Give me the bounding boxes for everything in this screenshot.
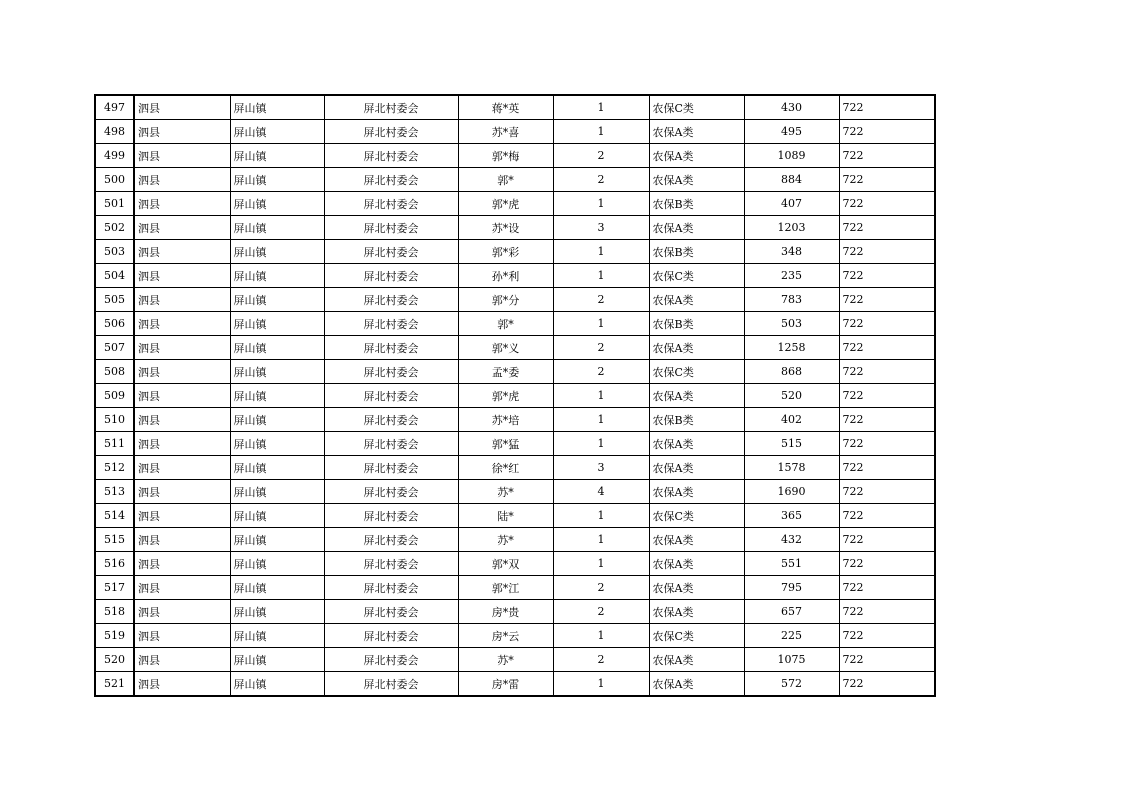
cell-seq: 516 bbox=[95, 552, 134, 576]
cell-county: 泗县 bbox=[134, 360, 230, 384]
cell-persons: 2 bbox=[553, 360, 649, 384]
cell-amount: 783 bbox=[744, 288, 839, 312]
table-row bbox=[95, 480, 935, 504]
cell-town: 屏山镇 bbox=[230, 168, 324, 192]
cell-standard: 722 bbox=[839, 264, 935, 288]
cell-county: 泗县 bbox=[134, 504, 230, 528]
cell-town: 屏山镇 bbox=[230, 480, 324, 504]
cell-standard: 722 bbox=[839, 216, 935, 240]
cell-standard: 722 bbox=[839, 192, 935, 216]
cell-village: 屏北村委会 bbox=[324, 144, 458, 168]
cell-persons: 1 bbox=[553, 384, 649, 408]
cell-amount: 657 bbox=[744, 600, 839, 624]
cell-standard: 722 bbox=[839, 576, 935, 600]
cell-amount: 1203 bbox=[744, 216, 839, 240]
cell-town: 屏山镇 bbox=[230, 408, 324, 432]
cell-amount: 348 bbox=[744, 240, 839, 264]
cell-category: 农保A类 bbox=[649, 144, 744, 168]
cell-town: 屏山镇 bbox=[230, 648, 324, 672]
table-row bbox=[95, 288, 935, 312]
cell-county: 泗县 bbox=[134, 528, 230, 552]
cell-category: 农保B类 bbox=[649, 408, 744, 432]
table-row bbox=[95, 408, 935, 432]
table-row bbox=[95, 144, 935, 168]
cell-standard: 722 bbox=[839, 624, 935, 648]
cell-persons: 3 bbox=[553, 456, 649, 480]
cell-amount: 407 bbox=[744, 192, 839, 216]
cell-town: 屏山镇 bbox=[230, 312, 324, 336]
cell-village: 屏北村委会 bbox=[324, 600, 458, 624]
cell-name: 郭*分 bbox=[458, 288, 553, 312]
table-body bbox=[95, 95, 935, 696]
cell-category: 农保A类 bbox=[649, 168, 744, 192]
cell-amount: 520 bbox=[744, 384, 839, 408]
cell-persons: 1 bbox=[553, 528, 649, 552]
cell-county: 泗县 bbox=[134, 432, 230, 456]
cell-persons: 2 bbox=[553, 648, 649, 672]
cell-standard: 722 bbox=[839, 408, 935, 432]
cell-standard: 722 bbox=[839, 360, 935, 384]
cell-category: 农保A类 bbox=[649, 576, 744, 600]
cell-town: 屏山镇 bbox=[230, 216, 324, 240]
cell-amount: 402 bbox=[744, 408, 839, 432]
cell-village: 屏北村委会 bbox=[324, 624, 458, 648]
cell-county: 泗县 bbox=[134, 480, 230, 504]
cell-category: 农保A类 bbox=[649, 552, 744, 576]
cell-town: 屏山镇 bbox=[230, 504, 324, 528]
cell-category: 农保B类 bbox=[649, 240, 744, 264]
cell-seq: 507 bbox=[95, 336, 134, 360]
table-row bbox=[95, 192, 935, 216]
cell-town: 屏山镇 bbox=[230, 240, 324, 264]
cell-persons: 1 bbox=[553, 312, 649, 336]
table-row bbox=[95, 240, 935, 264]
cell-seq: 498 bbox=[95, 120, 134, 144]
cell-persons: 4 bbox=[553, 480, 649, 504]
table-row bbox=[95, 456, 935, 480]
cell-persons: 1 bbox=[553, 672, 649, 697]
cell-name: 房*贵 bbox=[458, 600, 553, 624]
cell-persons: 2 bbox=[553, 288, 649, 312]
cell-category: 农保C类 bbox=[649, 95, 744, 120]
cell-village: 屏北村委会 bbox=[324, 192, 458, 216]
cell-village: 屏北村委会 bbox=[324, 336, 458, 360]
cell-town: 屏山镇 bbox=[230, 95, 324, 120]
cell-amount: 868 bbox=[744, 360, 839, 384]
cell-category: 农保A类 bbox=[649, 600, 744, 624]
cell-seq: 519 bbox=[95, 624, 134, 648]
cell-county: 泗县 bbox=[134, 576, 230, 600]
cell-standard: 722 bbox=[839, 600, 935, 624]
cell-name: 苏* bbox=[458, 648, 553, 672]
cell-town: 屏山镇 bbox=[230, 384, 324, 408]
cell-name: 陆* bbox=[458, 504, 553, 528]
cell-town: 屏山镇 bbox=[230, 552, 324, 576]
cell-category: 农保A类 bbox=[649, 648, 744, 672]
cell-amount: 795 bbox=[744, 576, 839, 600]
cell-name: 郭*义 bbox=[458, 336, 553, 360]
cell-county: 泗县 bbox=[134, 456, 230, 480]
table-row bbox=[95, 528, 935, 552]
cell-seq: 508 bbox=[95, 360, 134, 384]
cell-amount: 1075 bbox=[744, 648, 839, 672]
cell-persons: 2 bbox=[553, 600, 649, 624]
table-row bbox=[95, 600, 935, 624]
cell-category: 农保B类 bbox=[649, 312, 744, 336]
cell-county: 泗县 bbox=[134, 144, 230, 168]
cell-category: 农保A类 bbox=[649, 432, 744, 456]
cell-seq: 514 bbox=[95, 504, 134, 528]
cell-town: 屏山镇 bbox=[230, 264, 324, 288]
cell-name: 苏* bbox=[458, 480, 553, 504]
cell-county: 泗县 bbox=[134, 192, 230, 216]
cell-persons: 1 bbox=[553, 552, 649, 576]
cell-village: 屏北村委会 bbox=[324, 672, 458, 697]
cell-persons: 1 bbox=[553, 504, 649, 528]
cell-village: 屏北村委会 bbox=[324, 432, 458, 456]
cell-town: 屏山镇 bbox=[230, 456, 324, 480]
cell-village: 屏北村委会 bbox=[324, 312, 458, 336]
cell-town: 屏山镇 bbox=[230, 360, 324, 384]
table-row bbox=[95, 120, 935, 144]
cell-town: 屏山镇 bbox=[230, 288, 324, 312]
cell-name: 房*雷 bbox=[458, 672, 553, 697]
cell-standard: 722 bbox=[839, 432, 935, 456]
cell-seq: 513 bbox=[95, 480, 134, 504]
cell-town: 屏山镇 bbox=[230, 576, 324, 600]
cell-standard: 722 bbox=[839, 312, 935, 336]
cell-amount: 884 bbox=[744, 168, 839, 192]
cell-seq: 511 bbox=[95, 432, 134, 456]
cell-standard: 722 bbox=[839, 552, 935, 576]
cell-town: 屏山镇 bbox=[230, 144, 324, 168]
cell-seq: 520 bbox=[95, 648, 134, 672]
cell-seq: 517 bbox=[95, 576, 134, 600]
cell-name: 郭*梅 bbox=[458, 144, 553, 168]
cell-seq: 497 bbox=[95, 95, 134, 120]
cell-amount: 1578 bbox=[744, 456, 839, 480]
cell-category: 农保C类 bbox=[649, 624, 744, 648]
cell-standard: 722 bbox=[839, 456, 935, 480]
cell-name: 郭*彩 bbox=[458, 240, 553, 264]
cell-category: 农保A类 bbox=[649, 672, 744, 697]
cell-standard: 722 bbox=[839, 504, 935, 528]
cell-seq: 504 bbox=[95, 264, 134, 288]
cell-town: 屏山镇 bbox=[230, 624, 324, 648]
cell-name: 郭*虎 bbox=[458, 384, 553, 408]
cell-standard: 722 bbox=[839, 120, 935, 144]
cell-seq: 509 bbox=[95, 384, 134, 408]
cell-county: 泗县 bbox=[134, 120, 230, 144]
cell-category: 农保A类 bbox=[649, 336, 744, 360]
cell-name: 苏*喜 bbox=[458, 120, 553, 144]
cell-amount: 235 bbox=[744, 264, 839, 288]
cell-county: 泗县 bbox=[134, 600, 230, 624]
table-row bbox=[95, 624, 935, 648]
table-row bbox=[95, 336, 935, 360]
cell-category: 农保A类 bbox=[649, 288, 744, 312]
cell-standard: 722 bbox=[839, 144, 935, 168]
cell-village: 屏北村委会 bbox=[324, 168, 458, 192]
cell-village: 屏北村委会 bbox=[324, 408, 458, 432]
cell-seq: 501 bbox=[95, 192, 134, 216]
cell-seq: 500 bbox=[95, 168, 134, 192]
cell-standard: 722 bbox=[839, 480, 935, 504]
cell-standard: 722 bbox=[839, 168, 935, 192]
table-row bbox=[95, 432, 935, 456]
cell-category: 农保B类 bbox=[649, 192, 744, 216]
table-row bbox=[95, 384, 935, 408]
cell-seq: 512 bbox=[95, 456, 134, 480]
cell-village: 屏北村委会 bbox=[324, 288, 458, 312]
cell-county: 泗县 bbox=[134, 95, 230, 120]
beneficiary-table bbox=[94, 94, 936, 697]
cell-name: 郭*江 bbox=[458, 576, 553, 600]
table-row bbox=[95, 95, 935, 120]
cell-village: 屏北村委会 bbox=[324, 552, 458, 576]
cell-amount: 503 bbox=[744, 312, 839, 336]
cell-village: 屏北村委会 bbox=[324, 384, 458, 408]
cell-seq: 505 bbox=[95, 288, 134, 312]
cell-name: 房*云 bbox=[458, 624, 553, 648]
cell-town: 屏山镇 bbox=[230, 528, 324, 552]
cell-county: 泗县 bbox=[134, 240, 230, 264]
cell-village: 屏北村委会 bbox=[324, 480, 458, 504]
cell-persons: 1 bbox=[553, 95, 649, 120]
cell-seq: 518 bbox=[95, 600, 134, 624]
cell-persons: 1 bbox=[553, 408, 649, 432]
cell-county: 泗县 bbox=[134, 408, 230, 432]
cell-persons: 2 bbox=[553, 168, 649, 192]
cell-name: 徐*红 bbox=[458, 456, 553, 480]
cell-county: 泗县 bbox=[134, 552, 230, 576]
table-row bbox=[95, 264, 935, 288]
cell-name: 郭* bbox=[458, 168, 553, 192]
cell-seq: 502 bbox=[95, 216, 134, 240]
cell-standard: 722 bbox=[839, 240, 935, 264]
cell-village: 屏北村委会 bbox=[324, 360, 458, 384]
cell-standard: 722 bbox=[839, 648, 935, 672]
cell-persons: 1 bbox=[553, 264, 649, 288]
cell-village: 屏北村委会 bbox=[324, 264, 458, 288]
cell-village: 屏北村委会 bbox=[324, 504, 458, 528]
table-row bbox=[95, 672, 935, 697]
table-row bbox=[95, 216, 935, 240]
cell-name: 苏*设 bbox=[458, 216, 553, 240]
cell-amount: 432 bbox=[744, 528, 839, 552]
cell-village: 屏北村委会 bbox=[324, 95, 458, 120]
cell-amount: 1690 bbox=[744, 480, 839, 504]
table-row bbox=[95, 168, 935, 192]
cell-county: 泗县 bbox=[134, 312, 230, 336]
cell-persons: 1 bbox=[553, 192, 649, 216]
cell-town: 屏山镇 bbox=[230, 120, 324, 144]
cell-name: 郭*猛 bbox=[458, 432, 553, 456]
cell-town: 屏山镇 bbox=[230, 600, 324, 624]
cell-county: 泗县 bbox=[134, 336, 230, 360]
cell-village: 屏北村委会 bbox=[324, 240, 458, 264]
cell-seq: 499 bbox=[95, 144, 134, 168]
cell-amount: 365 bbox=[744, 504, 839, 528]
cell-persons: 1 bbox=[553, 240, 649, 264]
cell-village: 屏北村委会 bbox=[324, 216, 458, 240]
cell-amount: 225 bbox=[744, 624, 839, 648]
table-row bbox=[95, 648, 935, 672]
cell-name: 郭* bbox=[458, 312, 553, 336]
cell-village: 屏北村委会 bbox=[324, 120, 458, 144]
cell-county: 泗县 bbox=[134, 216, 230, 240]
cell-name: 郭*虎 bbox=[458, 192, 553, 216]
cell-seq: 521 bbox=[95, 672, 134, 697]
table-row bbox=[95, 552, 935, 576]
cell-seq: 515 bbox=[95, 528, 134, 552]
cell-persons: 2 bbox=[553, 144, 649, 168]
cell-amount: 515 bbox=[744, 432, 839, 456]
cell-category: 农保A类 bbox=[649, 120, 744, 144]
cell-village: 屏北村委会 bbox=[324, 576, 458, 600]
cell-category: 农保C类 bbox=[649, 264, 744, 288]
cell-amount: 551 bbox=[744, 552, 839, 576]
cell-county: 泗县 bbox=[134, 648, 230, 672]
cell-town: 屏山镇 bbox=[230, 432, 324, 456]
cell-category: 农保C类 bbox=[649, 360, 744, 384]
cell-amount: 495 bbox=[744, 120, 839, 144]
cell-category: 农保A类 bbox=[649, 216, 744, 240]
cell-county: 泗县 bbox=[134, 288, 230, 312]
cell-county: 泗县 bbox=[134, 264, 230, 288]
cell-category: 农保C类 bbox=[649, 504, 744, 528]
cell-standard: 722 bbox=[839, 384, 935, 408]
cell-name: 孙*利 bbox=[458, 264, 553, 288]
cell-persons: 2 bbox=[553, 576, 649, 600]
cell-name: 孟*委 bbox=[458, 360, 553, 384]
cell-county: 泗县 bbox=[134, 168, 230, 192]
cell-amount: 572 bbox=[744, 672, 839, 697]
cell-category: 农保A类 bbox=[649, 480, 744, 504]
cell-standard: 722 bbox=[839, 528, 935, 552]
cell-county: 泗县 bbox=[134, 384, 230, 408]
cell-seq: 503 bbox=[95, 240, 134, 264]
cell-standard: 722 bbox=[839, 336, 935, 360]
cell-category: 农保A类 bbox=[649, 456, 744, 480]
cell-town: 屏山镇 bbox=[230, 672, 324, 697]
cell-standard: 722 bbox=[839, 95, 935, 120]
cell-category: 农保A类 bbox=[649, 528, 744, 552]
table-row bbox=[95, 504, 935, 528]
cell-category: 农保A类 bbox=[649, 384, 744, 408]
cell-town: 屏山镇 bbox=[230, 192, 324, 216]
cell-county: 泗县 bbox=[134, 672, 230, 697]
cell-standard: 722 bbox=[839, 288, 935, 312]
table-row bbox=[95, 360, 935, 384]
cell-name: 苏* bbox=[458, 528, 553, 552]
cell-persons: 3 bbox=[553, 216, 649, 240]
cell-seq: 510 bbox=[95, 408, 134, 432]
cell-standard: 722 bbox=[839, 672, 935, 697]
cell-county: 泗县 bbox=[134, 624, 230, 648]
table-row bbox=[95, 312, 935, 336]
cell-town: 屏山镇 bbox=[230, 336, 324, 360]
cell-seq: 506 bbox=[95, 312, 134, 336]
cell-persons: 2 bbox=[553, 336, 649, 360]
cell-amount: 1089 bbox=[744, 144, 839, 168]
cell-persons: 1 bbox=[553, 120, 649, 144]
cell-name: 苏*培 bbox=[458, 408, 553, 432]
cell-persons: 1 bbox=[553, 432, 649, 456]
cell-village: 屏北村委会 bbox=[324, 528, 458, 552]
table-row bbox=[95, 576, 935, 600]
cell-name: 郭*双 bbox=[458, 552, 553, 576]
cell-persons: 1 bbox=[553, 624, 649, 648]
cell-amount: 430 bbox=[744, 95, 839, 120]
cell-village: 屏北村委会 bbox=[324, 648, 458, 672]
cell-name: 蒋*英 bbox=[458, 95, 553, 120]
cell-amount: 1258 bbox=[744, 336, 839, 360]
cell-village: 屏北村委会 bbox=[324, 456, 458, 480]
